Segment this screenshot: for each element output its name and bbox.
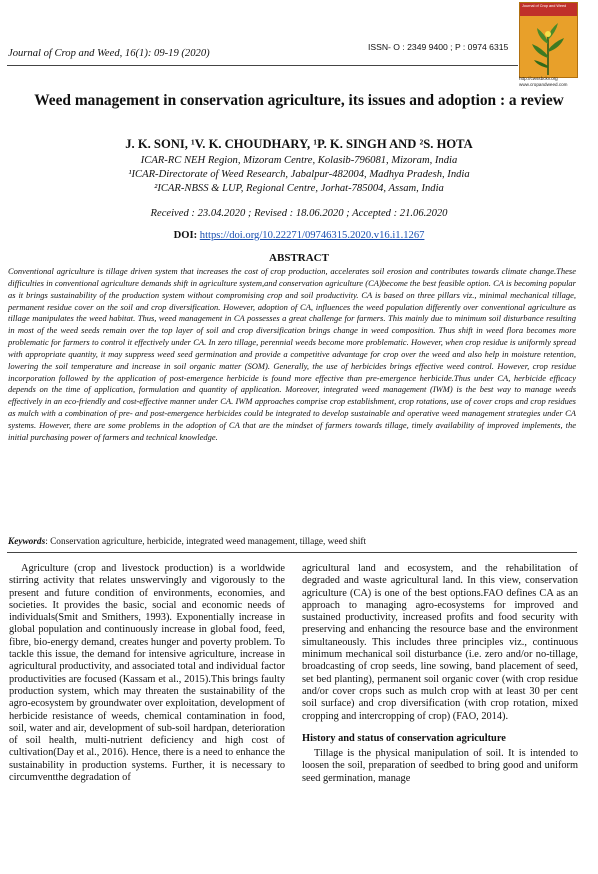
affiliation-1: ICAR-RC NEH Region, Mizoram Centre, Kolasib-796081, Mizoram, India [140, 155, 458, 166]
keywords-label: Keywords [8, 537, 46, 547]
weed-plant-icon [528, 18, 568, 75]
doi-link[interactable]: https://doi.org/10.22271/09746315.2020.v16.i1.1267 [199, 230, 425, 241]
header-divider [7, 65, 518, 66]
cover-url [519, 76, 597, 87]
doi-label: DOI: [173, 230, 198, 241]
cover-title: Journal of Crop and Weed [522, 4, 567, 8]
cover-url-2[interactable]: www.cropandweed.com [519, 81, 568, 87]
keywords-divider [7, 552, 577, 553]
submission-dates: Received : 23.04.2020 ; Revised : 18.06.2020 ; Accepted : 21.06.2020 [150, 208, 448, 219]
section-heading: History and status of conservation agriculture [302, 732, 506, 744]
issn-number: ISSN- O : 2349 9400 ; P : 0974 6315 [368, 42, 509, 52]
body-right-column [302, 563, 578, 785]
abstract-text: Conventional agriculture is tillage driven system that increases the cost of crop production, accelerates soil erosion and contributes towards climate change.These difficulties in conventional agriculture demands shift in agriculture system,and conservation agriculture (CA)become the best feasible option. CA is becoming popular as it brings sustainability of the production system without compromising crop and soil productivity. CA is based on three pillars viz., minimal mechanical tillage, permanent residue cover on the soil and crop diversification. However, adoption of CA, influences the weed population differently over conventional agriculture as tillage manipulates the weed habitat. Thus, weed management in CA possesses a great challenge for farmers. This mainly due to minimum soil disturbance resulting in most of the weed seeds remain over the top layer of soil and crop diversification brings change in weed composition. Thus shift in weed flora becomes more problematic for farmers to control it effectively under CA. In zero tillage, perennial weeds become more problematic. However, when crop residue is uniformly spread with appropriate quantity, it may suppress weed seed germination and provide a competitive advantage for crop over the weed and also help in moisture retention, lowering the soil temperature and increase in soil organic matter (SOM). Generally, the use of herbicides brings effective weed control. However, crop residue incorporation followed by the application of post-emergence herbicide is found more effective than pre-emergence herbicide.Thus under CA, herbicide efficacy depends on the time of application, formulation and quantity of application. Moreover, integrated weed management (IWM) is the best way to manage weeds effectively in an eco-friendly and cost-effective manner under CA. IWM approaches comprise crop establishment, crop rotations, use of cover crops and crop residues as mulch with a combination of pre- and post-emergence herbicides could be integrated to develop sustainable and operative weed management strategies under CA systems. However, there are some problems in the adoption of CA that are the mindset of farmers towards tillage, timely availability of improved implements, the initial purchasing power of farmers and technical knowledge. [8, 266, 576, 442]
abstract-heading: ABSTRACT [269, 252, 329, 264]
intro-paragraph-continued: agricultural land and ecosystem, and the rehabilitation of degraded and waste agricultural land. In this view, conservation agriculture (CA) is one of the best options.FAO defines CA as an approach to managing agro-ecosystems for improved and sustained productivity, increased profits and food security with preserving and enhancing the resource base and the environment simultaneously. This includes three principles viz., continuous minimum mechanical soil disturbance (i.e. zero and/or no-tillage, broadcasting of crop seeds, line sowing, band placement of seed, set bed planting), permanent soil organic cover (with crop residue and/or cover crops such as mulch crop with at least 30 per cent soil surface) and crop diversification (with crop rotation, mixed cropping and intercropping of crop) (FAO, 2014). [302, 563, 578, 722]
doi-line [20, 230, 578, 241]
intro-paragraph: Agriculture (crop and livestock production) is a worldwide stirring activity that relates unswervingly and vigorously to the present and future condition of environments, economies, and societies. It provides the basic, social and economic needs of individuals(Smit and Smithers, 1993). Exponentially increase in global population and continuously increase in global food, feed, fibre, bio-energy demand, creates hunger and poverty problem. To tackle this issue, the demand for intensive agriculture, increase in agricultural productivity, and associated total and individual factor productivities are focused (Kassam et al., 2015).This brings faulty production system, which may threaten the sustainability of the agro-ecosystem by groundwater over exploitation, development of herbicide resistance of weeds, chemical contamination in food, soil, water and air, development of sub-soil hardpan, deterioration of soil health, multi-nutrient deficiency and high cost of cultivation(Day et al., 2016). Hence, there is a need to enhance the sustainability in production systems. Further, it is necessary to circumventthe degradation of [9, 563, 285, 784]
affiliation-3: ²ICAR-NBSS & LUP, Regional Centre, Jorhat-785004, Assam, India [154, 183, 444, 194]
journal-citation: Journal of Crop and Weed, 16(1): 09-19 (2020) [8, 48, 210, 59]
cover-url-1[interactable]: http://cwssbckv.org [519, 76, 558, 81]
journal-cover-image [519, 2, 578, 78]
section-paragraph: Tillage is the physical manipulation of soil. It is intended to loosen the soil, preparation of seedbed to bring good and uniform seed germination, manage [302, 748, 578, 784]
body-left-column [9, 563, 285, 784]
keywords-line [8, 537, 576, 547]
affiliation-2: ¹ICAR-Directorate of Weed Research, Jabalpur-482004, Madhya Pradesh, India [128, 169, 470, 180]
author-list: J. K. SONI, ¹V. K. CHOUDHARY, ¹P. K. SINGH AND ²S. HOTA [125, 137, 473, 151]
paper-title: Weed management in conservation agriculture, its issues and adoption : a review [34, 92, 564, 109]
keywords-text: : Conservation agriculture, herbicide, integrated weed management, tillage, weed shift [45, 537, 367, 547]
